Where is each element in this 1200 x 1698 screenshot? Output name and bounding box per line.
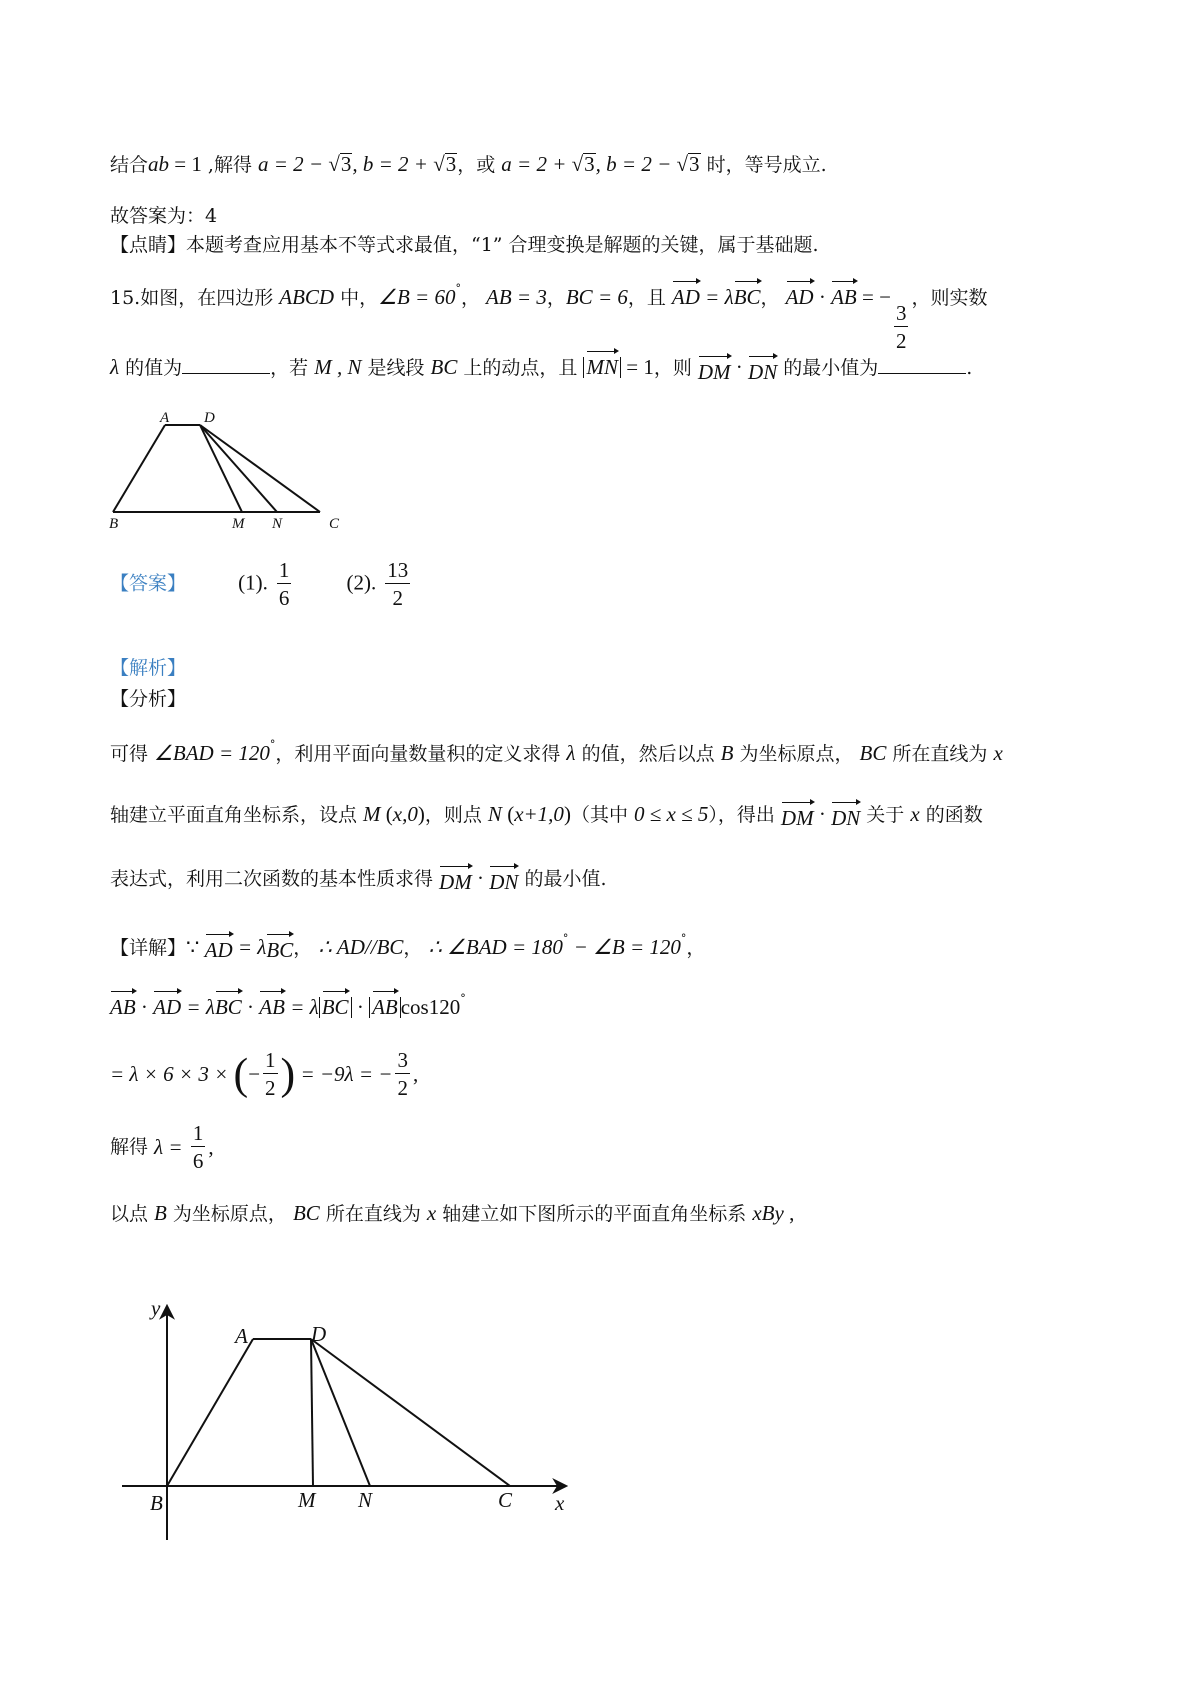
text: ， [403,937,429,959]
segment-dm [200,425,242,512]
denominator: 6 [192,1149,204,1173]
text: 是线段 [361,357,431,379]
text: . [966,357,973,379]
math: xBy [752,1201,784,1225]
prev-equality-line [110,153,827,175]
sqrt-sign: √ [433,152,445,176]
text: ，则 [653,357,698,379]
math: = 1 [169,152,202,176]
absolute-value [369,997,401,1018]
vector: AB [831,285,857,309]
label-a: A [160,410,170,426]
label-a: A [235,1324,248,1348]
text: ,解得 [201,154,258,176]
text: 上的动点，且 [457,357,584,379]
vector: AB [110,995,136,1019]
text: 的值，然后以点 [575,743,721,765]
vector: BC [266,938,294,962]
detail-line-1 [110,932,706,962]
math: ∵ [186,935,205,959]
answer-line [110,560,413,609]
numerator: 1 [265,1048,276,1072]
fraction [894,303,909,352]
text: ，利用平面向量数量积的定义求得 [275,743,567,765]
label-n: N [272,516,283,530]
math: , [783,1201,795,1225]
degree: ° [455,282,461,295]
text: 所在直线为 [886,743,994,765]
text: 的最小值为 [777,357,879,379]
math: x [426,1201,437,1225]
text: 以点 [110,1203,155,1225]
segment-dm [311,1339,313,1486]
math: B [720,741,734,765]
math: 0 ≤ x ≤ 5 [633,802,709,826]
paren-open: ( [380,802,393,826]
math: = λ × 6 × 3 × [110,1062,234,1086]
math: x,0 [392,802,418,826]
math: = −9λ = − [295,1062,393,1086]
fraction [191,1123,206,1172]
fraction [395,1050,410,1099]
text: ，若 [270,357,315,379]
math: cos120 [400,995,461,1019]
math: , b = 2 − [595,152,677,176]
denominator: 2 [392,586,404,610]
text: ，或 [457,154,502,176]
vector: BC [214,995,242,1019]
text: 所在直线为 [319,1203,427,1225]
paren-close: ) [563,802,571,826]
answer-part-1: (1). [238,570,268,595]
text: 为坐标原点， [733,743,860,765]
math: · [730,355,749,379]
math: ∴ ∠BAD = 180 [428,935,563,959]
math: = − [856,285,891,309]
absolute-value [319,997,352,1018]
text: 15.如图，在四边形 [110,287,280,309]
prev-answer: 故答案为：4 [110,205,218,227]
numerator: 3 [397,1048,408,1072]
answer-blank-1[interactable] [182,359,270,374]
text: 的最小值. [518,868,607,890]
text: 表达式，利用二次函数的基本性质求得 [110,868,440,890]
math: · [471,866,490,890]
quadrilateral-figure [100,400,360,530]
label-d: D [204,410,215,426]
math: x+1,0 [514,802,564,826]
math: ∴ AD//BC [318,935,404,959]
math: = 1 [620,355,654,379]
problem-line-2 [110,355,973,384]
degree: ° [460,992,466,1005]
vector: DM [439,870,472,894]
text: ，且 [627,287,672,309]
vector: DN [748,360,778,384]
math: M , N [314,355,362,379]
text: （其中 [570,804,634,826]
math: M [363,802,381,826]
math: , [208,1135,214,1159]
math: = λ [181,995,215,1019]
denominator: 2 [895,329,907,353]
detail-line-3 [110,1050,418,1099]
text: 关于 [860,804,911,826]
label-d: D [311,1322,327,1346]
text: ， [293,937,319,959]
math: AB = 3 [486,285,547,309]
label-x: x [555,1491,565,1515]
detail-tag: 【详解】 [110,937,187,959]
numerator: 1 [278,558,290,582]
math: B [154,1201,167,1225]
label-c: C [329,516,340,530]
degree: ° [562,932,569,945]
segment-ba [167,1339,253,1486]
math: BC [430,355,458,379]
label-n: N [358,1488,373,1512]
radicand: 3 [340,152,352,176]
label-b: B [109,516,119,530]
math: · [241,995,260,1019]
math: · [813,285,832,309]
sqrt-sign: √ [676,152,689,176]
vector: DM [697,360,731,384]
segment-dc [200,425,320,512]
sqrt-sign: √ [328,152,340,176]
text: 轴建立如下图所示的平面直角坐标系 [436,1203,753,1225]
math: λ [110,355,120,379]
label-c: C [498,1488,513,1512]
math: a = 2 + [501,152,572,176]
denominator: 2 [265,1076,276,1100]
vector: AD [671,285,700,309]
vector: MN [586,355,618,379]
vector: DN [489,870,519,894]
numerator: 3 [895,301,907,325]
label-m: M [232,516,245,530]
vector: AD [204,938,233,962]
detail-line-2 [110,993,466,1018]
fenxi-line-3 [110,866,607,894]
paren-close: ) [280,1049,296,1099]
math: ∠B = 60 [378,285,456,309]
problem-line-1 [110,283,987,352]
text: 为坐标原点， [166,1203,293,1225]
degree: ° [269,738,276,751]
math: ab [148,152,170,176]
math: ∠BAD = 120 [154,741,270,765]
answer-tag: 【答案】 [110,572,187,595]
vector: AB [259,995,285,1019]
paren-open: ( [233,1049,249,1099]
text: 可得 [110,743,155,765]
fraction [277,560,292,609]
math: = λ [232,935,267,959]
fraction [263,1050,278,1099]
prev-comment: 【点睛】本题考查应用基本不等式求最值，“1” 合理变换是解题的关键，属于基础题. [110,234,819,256]
answer-blank-2[interactable] [878,359,966,374]
coordinate-figure [100,1285,580,1565]
text: 中， [334,287,379,309]
math: BC [292,1201,320,1225]
vector: AD [153,995,182,1019]
math: BC [859,741,887,765]
label-y: y [151,1296,161,1320]
math: · [813,802,832,826]
math: x [910,802,920,826]
degree: ° [680,932,687,945]
radicand: 3 [584,152,595,176]
math: x [993,741,1003,765]
paren-close: ) [417,802,425,826]
text: ， [760,287,786,309]
math: · [135,995,154,1019]
text: 的函数 [919,804,983,826]
segment-dn [200,425,277,512]
text: ， [460,287,487,309]
math: N [487,802,502,826]
text: ，则点 [424,804,488,826]
math: − ∠B = 120 [568,935,681,959]
vector: BC [321,995,349,1019]
math: a = 2 − [257,152,329,176]
fenxi-line-1 [110,739,1003,764]
text: 的值为 [119,357,183,379]
text: ， [686,937,706,959]
detail-line-4 [110,1123,214,1172]
fenxi-line-2 [110,802,983,830]
segment-ba [113,425,165,512]
analysis-tag: 【解析】 [110,657,187,679]
text: 时，等号成立. [700,154,827,176]
fraction [385,560,410,609]
vector: DN [831,806,861,830]
label-m: M [298,1488,316,1512]
text: ， [546,287,566,309]
vector: DM [780,806,814,830]
vector: AD [785,285,814,309]
numerator: 1 [192,1121,204,1145]
radicand: 3 [689,152,700,176]
vector: BC [733,285,761,309]
math: ABCD [279,285,335,309]
detail-line-5 [110,1203,794,1224]
math: , [412,1062,419,1086]
paren-open: ( [501,802,515,826]
radicand: 3 [445,152,457,176]
vector: AB [372,995,398,1019]
math: BC = 6 [565,285,628,309]
text: 结合 [110,154,149,176]
answer-part-2: (2). [346,570,377,595]
text: 轴建立平面直角坐标系，设点 [110,804,364,826]
math: = λ [284,995,319,1019]
text: 解得 [110,1136,155,1158]
math: − [248,1062,261,1086]
sqrt-sign: √ [571,152,584,176]
denominator: 2 [397,1076,408,1100]
absolute-value [583,357,621,378]
denominator: 6 [278,586,290,610]
math: , b = 2 + [352,152,434,176]
math: · [351,995,370,1019]
math: λ [566,741,576,765]
text: ），得出 [708,804,781,826]
label-b: B [150,1491,163,1515]
fenxi-tag: 【分析】 [110,688,187,710]
text: ，则实数 [911,287,988,309]
math: λ = [154,1135,188,1159]
numerator: 13 [387,558,409,582]
math: = λ [699,285,734,309]
